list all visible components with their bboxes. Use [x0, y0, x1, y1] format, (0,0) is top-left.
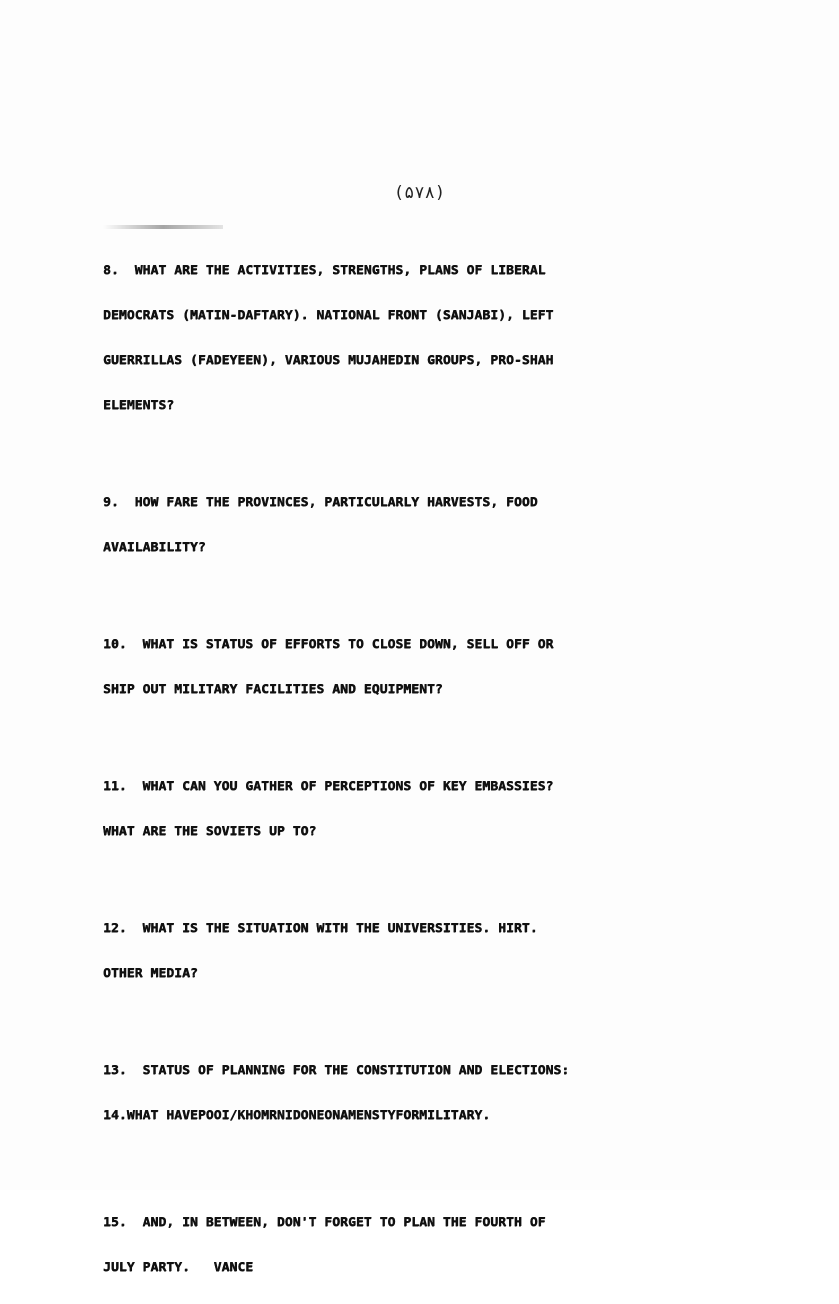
text-line: 8. WHAT ARE THE ACTIVITIES, STRENGTHS, PLANS OF LIBERAL [103, 262, 546, 277]
text-line: OTHER MEDIA? [103, 965, 198, 980]
paragraph-13-14 [103, 1032, 754, 1152]
ink-smudge [103, 225, 223, 229]
paragraph-8 [103, 232, 754, 442]
text-line: AVAILABILITY? [103, 539, 206, 554]
paragraph-15 [103, 1184, 754, 1304]
text-line: 10. WHAT IS STATUS OF EFFORTS TO CLOSE DOWN, SELL OFF OR [103, 636, 554, 651]
text-line: SHIP OUT MILITARY FACILITIES AND EQUIPMENT? [103, 681, 443, 696]
text-line: GUERRILLAS (FADEYEEN), VARIOUS MUJAHEDIN GROUPS, PRO-SHAH [103, 352, 554, 367]
text-line: 15. AND, IN BETWEEN, DON'T FORGET TO PLAN THE FOURTH OF [103, 1214, 546, 1229]
paragraph-9 [103, 464, 754, 584]
telegram-text [103, 232, 754, 1304]
text-line: WHAT ARE THE SOVIETS UP TO? [103, 823, 317, 838]
paragraph-10 [103, 606, 754, 726]
paragraph-12 [103, 890, 754, 1010]
text-line: JULY PARTY. VANCE [103, 1259, 254, 1274]
text-line: 12. WHAT IS THE SITUATION WITH THE UNIVERSITIES. HIRT. [103, 920, 538, 935]
paragraph-11 [103, 748, 754, 868]
text-line: DEMOCRATS (MATIN-DAFTARY). NATIONAL FRONT (SANJABI), LEFT [103, 307, 554, 322]
page-number: (۵۷۸) [393, 183, 446, 203]
text-line: ELEMENTS? [103, 397, 175, 412]
text-line: 11. WHAT CAN YOU GATHER OF PERCEPTIONS OF KEY EMBASSIES? [103, 778, 554, 793]
text-line: 9. HOW FARE THE PROVINCES, PARTICULARLY HARVESTS, FOOD [103, 494, 538, 509]
text-line: 14.WHAT HAVEPOOI/KHOMRNIDONEONAMENSTYFORMILITARY. [103, 1107, 491, 1122]
text-line: 13. STATUS OF PLANNING FOR THE CONSTITUTION AND ELECTIONS: [103, 1062, 570, 1077]
